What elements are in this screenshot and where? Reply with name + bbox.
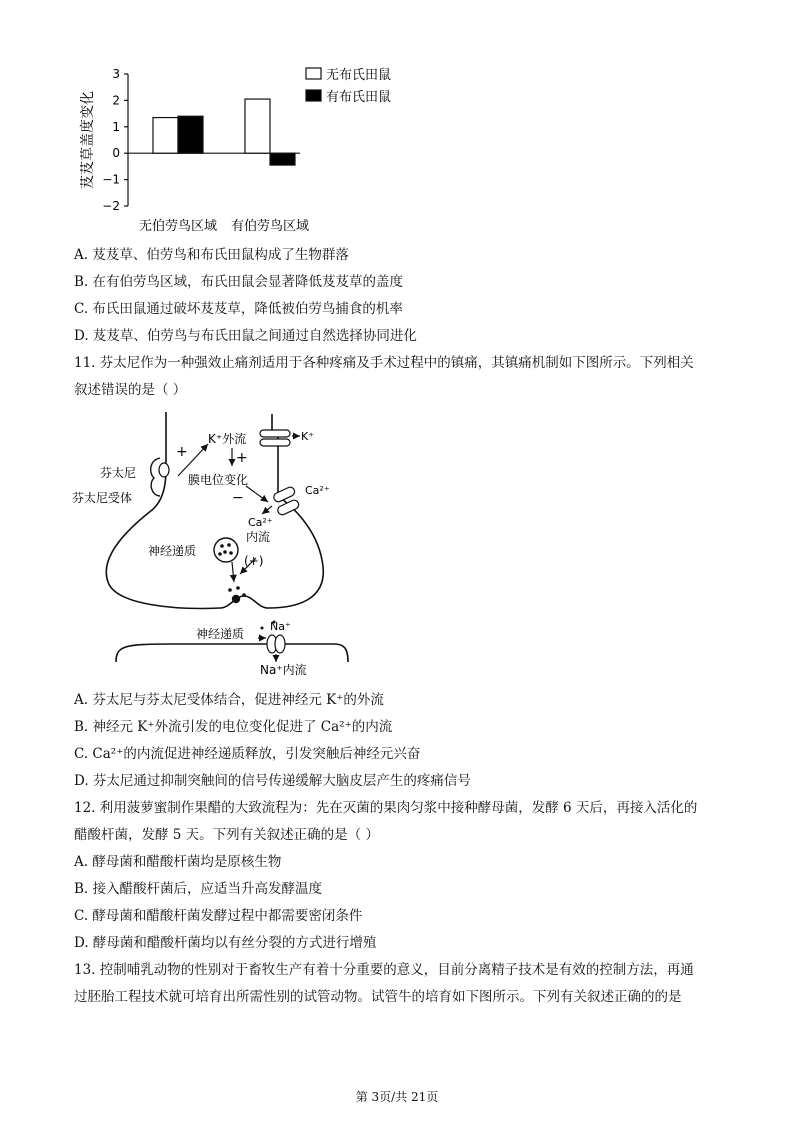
label-neurotransmitter-1: 神经递质 [148, 544, 197, 558]
bar [270, 153, 295, 165]
label-plus-paren: (+) [244, 554, 264, 568]
postsynaptic-membrane [116, 644, 348, 662]
label-k-out: K⁺外流 [208, 432, 247, 446]
q10-option-d[interactable]: D. 芨芨草、伯劳鸟与布氏田鼠之间通过自然选择协同进化 [74, 328, 417, 344]
q13-stem-line1: 13. 控制哺乳动物的性别对于畜牧生产有着十分重要的意义，目前分离精子技术是有效的控制方法，再通 [74, 962, 694, 978]
label-ca-in-1: Ca²⁺ [248, 516, 273, 529]
x-category-label: 有伯劳鸟区域 [230, 219, 310, 234]
y-tick-label: −2 [102, 199, 120, 213]
label-fentanyl: 芬太尼 [100, 466, 137, 480]
q10-option-c[interactable]: C. 布氏田鼠通过破坏芨芨草，降低被伯劳鸟捕食的机率 [74, 301, 403, 317]
bar [153, 118, 178, 154]
y-axis-label: 芨芨草盖度变化 [80, 91, 96, 189]
y-tick-label: 3 [112, 67, 120, 81]
label-neurotransmitter-2: 神经递质 [196, 627, 245, 641]
q13-stem-line2: 过胚胎工程技术就可培育出所需性别的试管动物。试管牛的培育如下图所示。下列有关叙述正确的的是 [74, 989, 682, 1005]
k-channel [260, 430, 290, 446]
synaptic-vesicle [214, 538, 238, 562]
legend-swatch [306, 68, 321, 79]
y-tick-label: 2 [112, 93, 120, 108]
label-minus: − [232, 490, 244, 506]
q12-option-b[interactable]: B. 接入醋酸杆菌后，应适当升高发酵温度 [74, 881, 323, 897]
label-na-ion: Na⁺ [270, 620, 291, 633]
label-ca-ion: Ca²⁺ [305, 484, 330, 497]
q10-option-a[interactable]: A. 芨芨草、伯劳鸟和布氏田鼠构成了生物群落 [74, 247, 349, 263]
q10-option-b[interactable]: B. 在有伯劳鸟区域，布氏田鼠会显著降低芨芨草的盖度 [74, 274, 404, 290]
y-tick-label: 0 [112, 146, 120, 161]
label-plus-1: + [176, 444, 188, 460]
q11-option-c[interactable]: C. Ca²⁺的内流促进神经递质释放，引发突触后神经元兴奋 [74, 746, 421, 762]
q11-stem-line1: 11. 芬太尼作为一种强效止痛剂适用于各种疼痛及手术过程中的镇痛，其镇痛机制如下图所示。下列相关 [74, 355, 694, 371]
bar-chart [70, 58, 430, 238]
q11-option-b[interactable]: B. 神经元 K⁺外流引发的电位变化促进了 Ca²⁺的内流 [74, 719, 393, 735]
q12-option-a[interactable]: A. 酵母菌和醋酸杆菌均是原核生物 [74, 854, 282, 870]
fusing-vesicle [228, 586, 246, 603]
label-k-ion: K⁺ [301, 430, 315, 443]
na-channel [267, 635, 285, 653]
label-na-in: Na⁺内流 [260, 663, 307, 677]
synapse-diagram [60, 410, 360, 685]
page-footer: 第 3页/共 21页 [355, 1090, 439, 1104]
q12-option-c[interactable]: C. 酵母菌和醋酸杆菌发酵过程中都需要密闭条件 [74, 908, 363, 924]
legend-label: 有布氏田鼠 [326, 90, 392, 105]
label-plus-2: + [236, 450, 248, 466]
y-tick-label: 1 [112, 119, 120, 134]
q11-option-d[interactable]: D. 芬太尼通过抑制突触间的信号传递缓解大脑皮层产生的疼痛信号 [74, 773, 471, 789]
label-membrane-change: 膜电位变化 [188, 473, 249, 487]
bar [245, 99, 270, 153]
q12-option-d[interactable]: D. 酵母菌和醋酸杆菌均以有丝分裂的方式进行增殖 [74, 935, 377, 951]
q11-option-a[interactable]: A. 芬太尼与芬太尼受体结合，促进神经元 K⁺的外流 [74, 692, 384, 708]
q11-stem-line2: 叙述错误的是（ ） [74, 382, 187, 398]
x-category-label: 无伯劳鸟区域 [138, 219, 218, 234]
legend-swatch [306, 90, 321, 101]
label-ca-in-2: 内流 [246, 530, 271, 544]
label-receptor: 芬太尼受体 [72, 491, 133, 505]
q12-stem-line2: 醋酸杆菌，发酵 5 天。下列有关叙述正确的是（ ） [74, 827, 379, 843]
bar [178, 116, 203, 153]
legend-label: 无布氏田鼠 [326, 68, 392, 83]
q12-stem-line1: 12. 利用菠萝蜜制作果醋的大致流程为：先在灭菌的果肉匀浆中接种酵母菌，发酵 6 天后，再接入活化的 [74, 800, 698, 816]
y-tick-label: −1 [102, 172, 120, 187]
fentanyl-receptor [151, 458, 160, 496]
